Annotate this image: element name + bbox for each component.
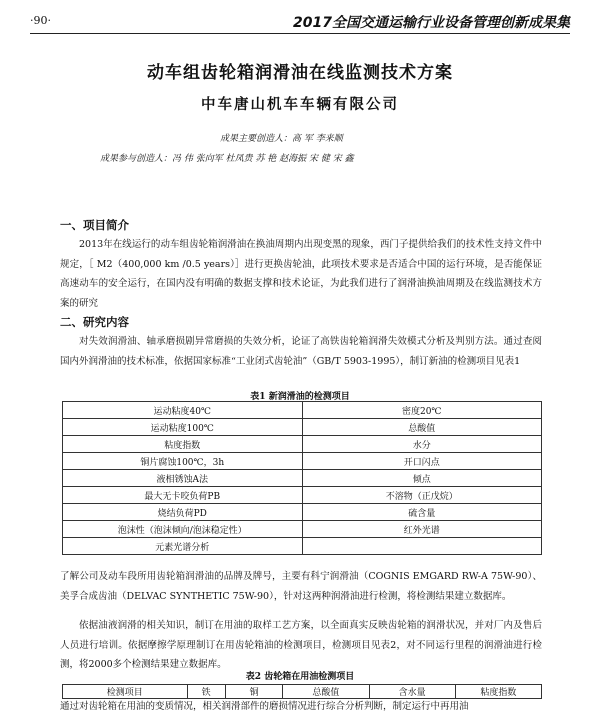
table-cell: 烧结负荷PD [63,504,303,521]
table-row [63,487,542,504]
table-cell: 开口闪点 [302,453,542,470]
table-row [63,402,542,419]
table-cell: 运动粘度100℃ [63,419,303,436]
table-cell: 不溶物（正戊烷） [302,487,542,504]
table-row [63,538,542,555]
table-cell: 元素光谱分析 [63,538,303,555]
paragraph-3: 了解公司及动车段所用齿轮箱润滑油的品牌及牌号，主要有科宁润滑油（COGNIS EMGARD RW-A 75W-90）、美孚合成齿油（DELVAC SYNTHETIC 75W-90），针对这两种润滑油进行检测，将检测结果建立数据库。 [60,571,542,602]
participant-creators: 成果参与创造人：冯 伟 张向军 杜凤贵 苏 艳 赵海振 宋 健 宋 鑫 [100,154,354,164]
table-cell: 液相锈蚀A法 [63,470,303,487]
table-cell: 水分 [302,436,542,453]
table-row [63,521,542,538]
table-cell: 最大无卡咬负荷PB [63,487,303,504]
table-row [63,453,542,470]
table-cell: 密度20℃ [302,402,542,419]
section-paragraph-2: 对失效润滑油、轴承磨损剧异常磨损的失效分析，论证了高铁齿轮箱润滑失效模式分析及判别方法。通过查阅国内外润滑油的技术标准，依据国家标准“工业闭式齿轮油”（GB/T 5903-1995），制订新油的检测项目见表1 [60,336,542,367]
table-row [63,504,542,521]
table-header-cell: 铁 [187,685,225,699]
table-row [63,470,542,487]
table2-caption: 表2 齿轮箱在用油检测项目 [245,672,355,682]
section-heading-1: 一、项目简介 [60,218,129,232]
table-row [63,419,542,436]
table-header-cell: 含水量 [369,685,455,699]
table-cell: 泡沫性（泡沫倾向/泡沫稳定性） [63,521,303,538]
article-title: 动车组齿轮箱润滑油在线监测技术方案 [147,63,453,83]
table-cell: 铜片腐蚀100℃，3h [63,453,303,470]
organization: 中车唐山机车车辆有限公司 [201,97,399,113]
table-cell: 倾点 [302,470,542,487]
table-cell: 红外光谱 [302,521,542,538]
header-rule [30,33,570,34]
section-paragraph-1: 2013年在线运行的动车组齿轮箱润滑油在换油周期内出现变黑的现象，西门子提供给我们的技术性支持文件中规定，［ M2（400,000 km /0.5 years）］进行更换齿轮油，此项技术要求是否适合中国的运行环境，是否能保证高速动车的安全运行，在国内没有明确的数据支撑和技术论证，为此我们进行了润滑油换油周期及在线监测技术方案的研究 [60,239,542,309]
table-row [63,436,542,453]
table-cell: 运动粘度40℃ [63,402,303,419]
table-header-cell: 检测项目 [63,685,188,699]
paragraph-4: 依据油液润滑的相关知识，制订在用油的取样工艺方案，以全面真实反映齿轮箱的润滑状况，并对厂内及售后人员进行培训。依据摩擦学原理制订在用齿轮箱油的检测项目，检测项目见表2，对不同运行里程的润滑油进行检测，将2000多个检测结果建立数据库。 [60,620,542,670]
table-cell: 粘度指数 [63,436,303,453]
table-cell [302,538,542,555]
page-number: ·90· [30,14,51,27]
table-header-cell: 铜 [225,685,282,699]
paragraph-5: 通过对齿轮箱在用油的变质情况，相关润滑部件的磨损情况进行综合分析判断，制定运行中再用油 [60,701,469,712]
page-header [30,10,570,32]
table-header-cell: 粘度指数 [455,685,541,699]
table-cell: 硫含量 [302,504,542,521]
series-title: 2017全国交通运输行业设备管理创新成果集 [293,15,570,31]
table1 [62,401,542,555]
section-heading-2: 二、研究内容 [60,315,129,329]
main-creators: 成果主要创造人：高 军 李来顺 [220,134,343,144]
table1-caption: 表1 新润滑油的检测项目 [250,392,350,402]
table-cell: 总酸值 [302,419,542,436]
table-header-cell: 总酸值 [283,685,369,699]
